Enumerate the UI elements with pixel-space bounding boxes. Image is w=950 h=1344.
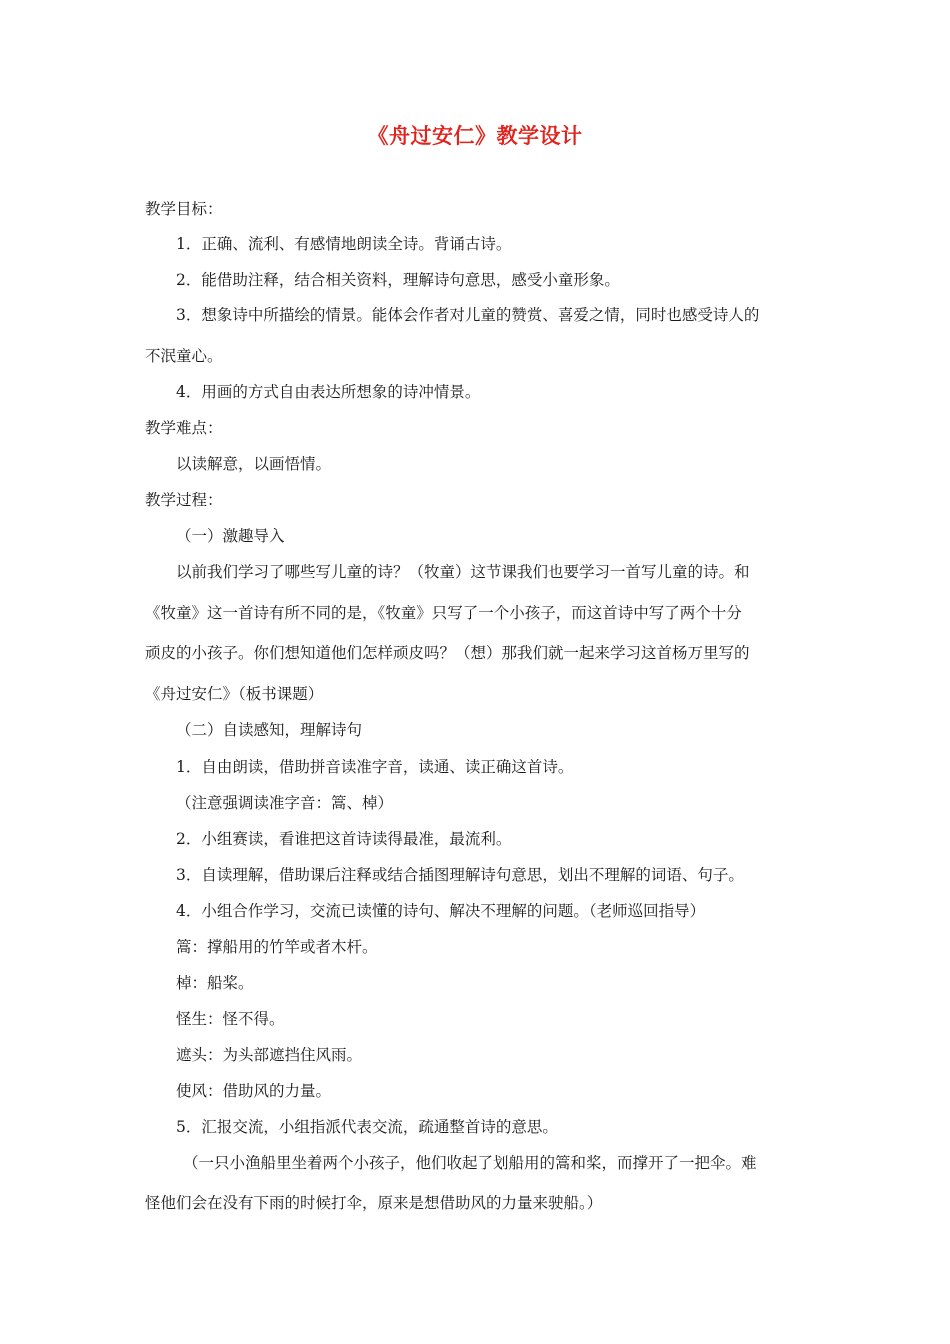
paragraph-line: 以前我们学习了哪些写儿童的诗？（牧童）这节课我们也要学习一首写儿童的诗。和 bbox=[176, 563, 750, 581]
paragraph-line: 《舟过安仁》（板书课题） bbox=[145, 685, 324, 703]
glossary-item: 使风：借助风的力量。 bbox=[176, 1082, 332, 1100]
step-item-4: 4．小组合作学习，交流已读懂的诗句、解决不理解的问题。（老师巡回指导） bbox=[176, 902, 706, 920]
step-item-5: 5．汇报交流，小组指派代表交流，疏通整首诗的意思。 bbox=[176, 1118, 558, 1136]
glossary-item: 遮头：为头部遮挡住风雨。 bbox=[176, 1046, 363, 1064]
objective-1: 1．正确、流利、有感情地朗读全诗。背诵古诗。 bbox=[176, 235, 512, 253]
glossary-item: 篙：撑船用的竹竿或者木杆。 bbox=[176, 938, 378, 956]
section-heading-process: 教学过程： bbox=[145, 491, 223, 509]
section-heading-objectives: 教学目标： bbox=[145, 200, 223, 218]
step-item-2: 2．小组赛读，看谁把这首诗读得最准，最流利。 bbox=[176, 830, 512, 848]
step-heading-1: （一）激趣导入 bbox=[176, 527, 285, 545]
objective-2: 2．能借助注释，结合相关资料，理解诗句意思，感受小童形象。 bbox=[176, 271, 620, 289]
document-title: 《舟过安仁》教学设计 bbox=[367, 123, 583, 148]
glossary-item: 棹：船桨。 bbox=[176, 974, 254, 992]
paragraph-line: 顽皮的小孩子。你们想知道他们怎样顽皮吗？（想）那我们就一起来学习这首杨万里写的 bbox=[145, 644, 750, 662]
step-note: （注意强调读准字音：篙、棹） bbox=[176, 794, 394, 812]
objective-3-continued: 不泯童心。 bbox=[145, 347, 223, 365]
step-heading-2: （二）自读感知，理解诗句 bbox=[176, 721, 363, 739]
difficulty-text: 以读解意，以画悟情。 bbox=[176, 455, 332, 473]
paragraph-line: 怪他们会在没有下雨的时候打伞，原来是想借助风的力量来驶船。） bbox=[145, 1194, 603, 1212]
paragraph-line: 《牧童》这一首诗有所不同的是，《牧童》只写了一个小孩子，而这首诗中写了两个十分 bbox=[145, 604, 742, 622]
glossary-item: 怪生：怪不得。 bbox=[176, 1010, 285, 1028]
paragraph-line: （一只小渔船里坐着两个小孩子，他们收起了划船用的篙和桨，而撑开了一把伞。难 bbox=[183, 1154, 757, 1172]
objective-3: 3．想象诗中所描绘的情景。能体会作者对儿童的赞赏、喜爱之情，同时也感受诗人的 bbox=[176, 306, 760, 324]
section-heading-difficulty: 教学难点： bbox=[145, 419, 223, 437]
objective-4: 4．用画的方式自由表达所想象的诗冲情景。 bbox=[176, 383, 481, 401]
step-item-1: 1．自由朗读，借助拼音读准字音，读通、读正确这首诗。 bbox=[176, 758, 574, 776]
step-item-3: 3．自读理解，借助课后注释或结合插图理解诗句意思，划出不理解的词语、句子。 bbox=[176, 866, 744, 884]
